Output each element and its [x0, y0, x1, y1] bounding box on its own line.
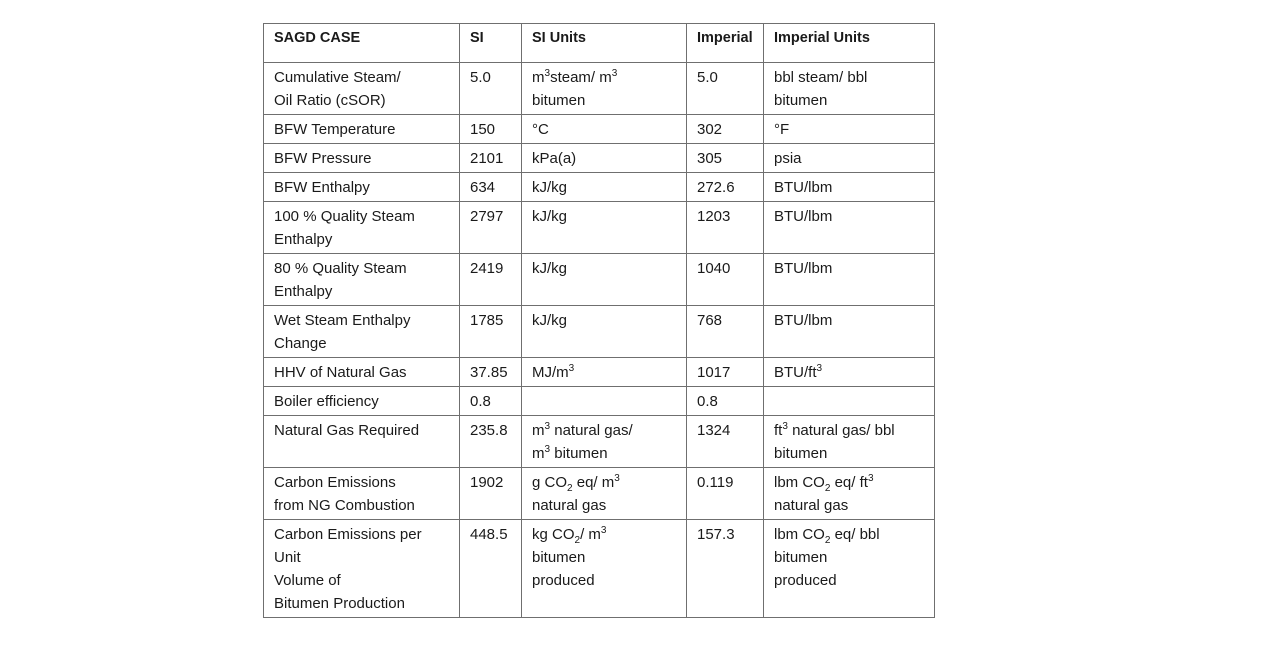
si-units-cell [522, 358, 687, 387]
case-label-line: BFW Pressure [274, 150, 372, 167]
si-value-cell: 448.5 [460, 520, 522, 618]
imperial-value-cell: 305 [687, 144, 764, 173]
si-value-cell: 2797 [460, 202, 522, 254]
table-row [264, 202, 935, 254]
si-units-line: $MJ/m^3$ [532, 363, 575, 381]
imperial-value-cell: 0.8 [687, 387, 764, 416]
imperial-units-cell [764, 306, 935, 358]
imperial-value-cell: 157.3 [687, 520, 764, 618]
table-row [264, 358, 935, 387]
header-imperial: Imperial [687, 24, 764, 63]
imperial-value-cell: 1203 [687, 202, 764, 254]
imperial-value-cell: 768 [687, 306, 764, 358]
case-cell [264, 254, 460, 306]
imperial-value-cell: 302 [687, 115, 764, 144]
si-value-cell: 1902 [460, 468, 522, 520]
case-cell [264, 520, 460, 618]
case-cell [264, 358, 460, 387]
si-units-cell [522, 387, 687, 416]
imperial-units-line: natural gas [774, 497, 849, 514]
case-label-line: BFW Temperature [274, 121, 396, 138]
case-label-line: Oil Ratio (cSOR) [274, 92, 386, 109]
table-row [264, 416, 935, 468]
si-units-line: kJ/kg [532, 260, 568, 277]
case-label-line: from NG Combustion [274, 497, 415, 514]
case-label-line: Boiler efficiency [274, 393, 379, 410]
table-row [264, 173, 935, 202]
si-units-cell [522, 173, 687, 202]
case-cell [264, 173, 460, 202]
si-value-cell: 150 [460, 115, 522, 144]
header-imperial-units: Imperial Units [764, 24, 935, 63]
si-units-cell [522, 306, 687, 358]
imperial-units-cell [764, 520, 935, 618]
imperial-units-cell [764, 358, 935, 387]
case-cell [264, 416, 460, 468]
table-body [264, 63, 935, 618]
si-units-line: natural gas [532, 497, 607, 514]
imperial-units-cell [764, 202, 935, 254]
case-label-line: Cumulative Steam/ [274, 69, 401, 86]
case-cell [264, 202, 460, 254]
si-units-cell [522, 520, 687, 618]
case-cell [264, 468, 460, 520]
imperial-units-line: BTU/$ft^3$ [774, 363, 823, 381]
si-units-line: bitumen [532, 92, 586, 109]
imperial-units-cell [764, 416, 935, 468]
imperial-units-line: bbl steam/ bbl [774, 69, 868, 86]
table-header-row [264, 24, 935, 63]
imperial-units-line: BTU/lbm [774, 208, 833, 225]
si-units-line: g $CO_2$ eq/ $m^3$ [532, 473, 620, 494]
si-units-cell [522, 254, 687, 306]
imperial-value-cell: 0.119 [687, 468, 764, 520]
si-value-cell: 235.8 [460, 416, 522, 468]
case-label-line: HHV of Natural Gas [274, 364, 407, 381]
si-units-line: bitumen [532, 549, 586, 566]
imperial-units-line: $ft^3$ natural gas/ bbl [774, 421, 895, 439]
imperial-units-line: BTU/lbm [774, 260, 833, 277]
imperial-units-cell [764, 468, 935, 520]
imperial-units-line: °F [774, 121, 790, 138]
case-label-line: Enthalpy [274, 283, 333, 300]
imperial-value-cell: 1017 [687, 358, 764, 387]
imperial-units-line: bitumen [774, 92, 828, 109]
table-row [264, 254, 935, 306]
table-row [264, 144, 935, 173]
imperial-value-cell: 5.0 [687, 63, 764, 115]
case-label-line: 100 % Quality Steam [274, 208, 415, 225]
table-row [264, 387, 935, 416]
imperial-units-cell [764, 173, 935, 202]
si-value-cell: 0.8 [460, 387, 522, 416]
si-units-line: °C [532, 121, 549, 138]
header-si-units: SI Units [522, 24, 687, 63]
si-units-line: kPa(a) [532, 150, 577, 167]
case-label-line: Carbon Emissions [274, 474, 396, 491]
sagd-comparison-table [263, 23, 935, 618]
case-label-line: Change [274, 335, 327, 352]
case-label-line: Bitumen Production [274, 595, 405, 612]
si-units-cell [522, 63, 687, 115]
case-cell [264, 63, 460, 115]
si-units-line: kg $CO_2/$ $m^3$ [532, 525, 607, 546]
si-units-line: $m^3$ natural gas/ [532, 421, 633, 439]
case-cell [264, 306, 460, 358]
si-value-cell: 37.85 [460, 358, 522, 387]
imperial-units-line: bitumen [774, 445, 828, 462]
imperial-units-line: lbm $CO_2$ eq/ bbl bitumen [774, 526, 880, 566]
si-units-line: $m^3steam/$ $m^3$ [532, 68, 618, 86]
case-label-line: Natural Gas Required [274, 422, 420, 439]
case-cell [264, 115, 460, 144]
si-units-cell [522, 202, 687, 254]
case-label-line: Wet Steam Enthalpy [274, 312, 411, 329]
case-label-line: Carbon Emissions per Unit [274, 526, 422, 566]
imperial-units-cell [764, 63, 935, 115]
imperial-units-line: BTU/lbm [774, 312, 833, 329]
imperial-units-cell [764, 387, 935, 416]
si-units-line: produced [532, 572, 595, 589]
si-value-cell: 5.0 [460, 63, 522, 115]
imperial-units-line: lbm $CO_2$ eq/ $ft^3$ [774, 473, 874, 494]
si-units-cell [522, 115, 687, 144]
imperial-units-cell [764, 115, 935, 144]
si-value-cell: 2419 [460, 254, 522, 306]
imperial-value-cell: 1324 [687, 416, 764, 468]
imperial-value-cell: 272.6 [687, 173, 764, 202]
imperial-value-cell: 1040 [687, 254, 764, 306]
si-units-cell [522, 416, 687, 468]
header-sagd-case: SAGD CASE [264, 24, 460, 63]
table-row [264, 63, 935, 115]
imperial-units-line: BTU/lbm [774, 179, 833, 196]
si-units-line: kJ/kg [532, 179, 568, 196]
case-cell [264, 144, 460, 173]
si-units-cell [522, 144, 687, 173]
case-label-line: Enthalpy [274, 231, 333, 248]
si-units-line: $m^3$ bitumen [532, 444, 608, 462]
header-si: SI [460, 24, 522, 63]
imperial-units-cell [764, 144, 935, 173]
case-cell [264, 387, 460, 416]
imperial-units-line: psia [774, 150, 802, 167]
si-value-cell: 634 [460, 173, 522, 202]
table-row [264, 468, 935, 520]
si-value-cell: 2101 [460, 144, 522, 173]
case-label-line: 80 % Quality Steam [274, 260, 407, 277]
si-value-cell: 1785 [460, 306, 522, 358]
case-label-line: BFW Enthalpy [274, 179, 370, 196]
si-units-line: kJ/kg [532, 312, 568, 329]
si-units-line: kJ/kg [532, 208, 568, 225]
table-row [264, 520, 935, 618]
imperial-units-line: produced [774, 572, 837, 589]
si-units-cell [522, 468, 687, 520]
table-row [264, 115, 935, 144]
imperial-units-cell [764, 254, 935, 306]
table-row [264, 306, 935, 358]
case-label-line: Volume of [274, 572, 341, 589]
